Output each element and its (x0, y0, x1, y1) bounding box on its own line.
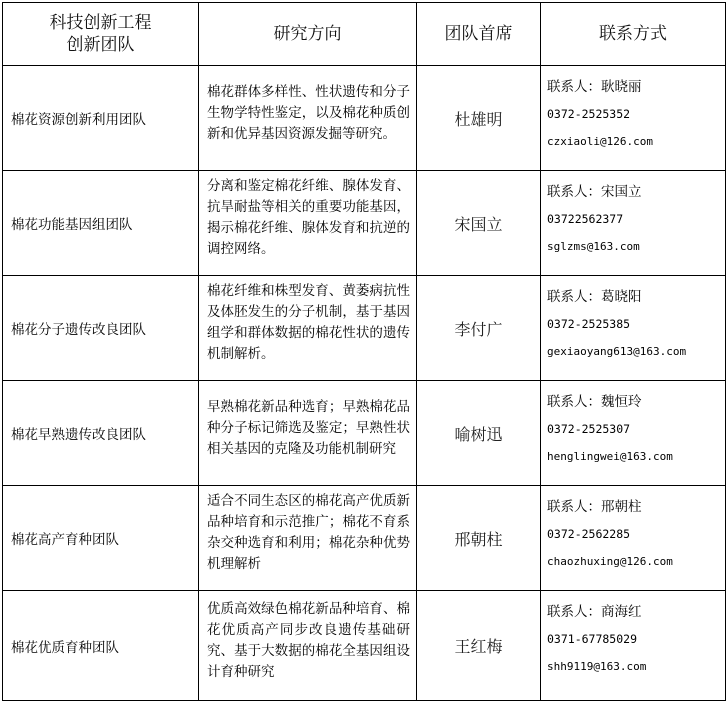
innovation-teams-table (2, 2, 726, 701)
contact-cell (541, 486, 726, 591)
header-team-line1: 科技创新工程 (49, 13, 152, 33)
header-contact: 联系方式 (541, 3, 726, 66)
team-chief: 喻树迅 (417, 381, 541, 486)
contact-cell (541, 381, 726, 486)
contact-phone: 0371-67785029 (547, 632, 638, 646)
research-direction: 棉花纤维和株型发育、黄萎病抗性及体胚发生的分子机制，基于基因组学和群体数据的棉花性状的遗传机制解析。 (199, 276, 417, 381)
contact-phone: 0372-2525385 (547, 317, 631, 331)
header-chief: 团队首席 (417, 3, 541, 66)
research-direction: 棉花群体多样性、性状遗传和分子生物学特性鉴定，以及棉花种质创新和优异基因资源发掘等研究。 (199, 66, 417, 171)
contact-person: 联系人：魏恒玲 (547, 394, 642, 410)
team-chief: 杜雄明 (417, 66, 541, 171)
contact-email[interactable]: gexiaoyang613@163.com (547, 345, 687, 358)
contact-email[interactable]: chaozhuxing@126.com (547, 555, 673, 568)
team-name: 棉花优质育种团队 (3, 591, 199, 701)
team-name: 棉花分子遗传改良团队 (3, 276, 199, 381)
contact-phone: 0372-2562285 (547, 527, 631, 541)
contact-cell (541, 591, 726, 701)
contact-person: 联系人：耿晓丽 (547, 79, 642, 95)
team-chief: 邢朝柱 (417, 486, 541, 591)
table-row (3, 381, 726, 486)
research-direction: 分离和鉴定棉花纤维、腺体发育、抗旱耐盐等相关的重要功能基因，揭示棉花纤维、腺体发育和抗逆的调控网络。 (199, 171, 417, 276)
team-name: 棉花早熟遗传改良团队 (3, 381, 199, 486)
contact-phone: 0372-2525352 (547, 107, 631, 121)
contact-email[interactable]: henglingwei@163.com (547, 450, 673, 463)
research-direction: 早熟棉花新品种选育；早熟棉花品种分子标记筛选及鉴定；早熟性状相关基因的克隆及功能机制研究 (199, 381, 417, 486)
table-row (3, 591, 726, 701)
table-header-row (3, 3, 726, 66)
contact-cell (541, 171, 726, 276)
team-name: 棉花功能基因组团队 (3, 171, 199, 276)
contact-cell (541, 276, 726, 381)
team-chief: 宋国立 (417, 171, 541, 276)
contact-phone: 0372-2525307 (547, 422, 631, 436)
contact-email[interactable]: sglzms@163.com (547, 240, 640, 253)
contact-email[interactable]: czxiaoli@126.com (547, 135, 653, 148)
header-direction: 研究方向 (199, 3, 417, 66)
team-name: 棉花资源创新利用团队 (3, 66, 199, 171)
contact-person: 联系人：商海红 (547, 604, 642, 620)
contact-person: 联系人：葛晓阳 (547, 289, 642, 305)
contact-person: 联系人：宋国立 (547, 184, 642, 200)
team-chief: 王红梅 (417, 591, 541, 701)
table-row (3, 486, 726, 591)
table-row (3, 171, 726, 276)
contact-email[interactable]: shh9119@163.com (547, 660, 647, 673)
contact-phone: 03722562377 (547, 212, 624, 226)
team-chief: 李付广 (417, 276, 541, 381)
contact-cell (541, 66, 726, 171)
team-name: 棉花高产育种团队 (3, 486, 199, 591)
header-team-line2: 创新团队 (66, 35, 135, 55)
table-row (3, 276, 726, 381)
header-team (3, 3, 199, 66)
contact-person: 联系人：邢朝柱 (547, 499, 642, 515)
research-direction: 优质高效绿色棉花新品种培育、棉花优质高产同步改良遗传基础研究、基于大数据的棉花全基因组设计育种研究 (199, 591, 417, 701)
table-row (3, 66, 726, 171)
research-direction: 适合不同生态区的棉花高产优质新品种培育和示范推广；棉花不育系杂交种选育和利用；棉花杂种优势机理解析 (199, 486, 417, 591)
